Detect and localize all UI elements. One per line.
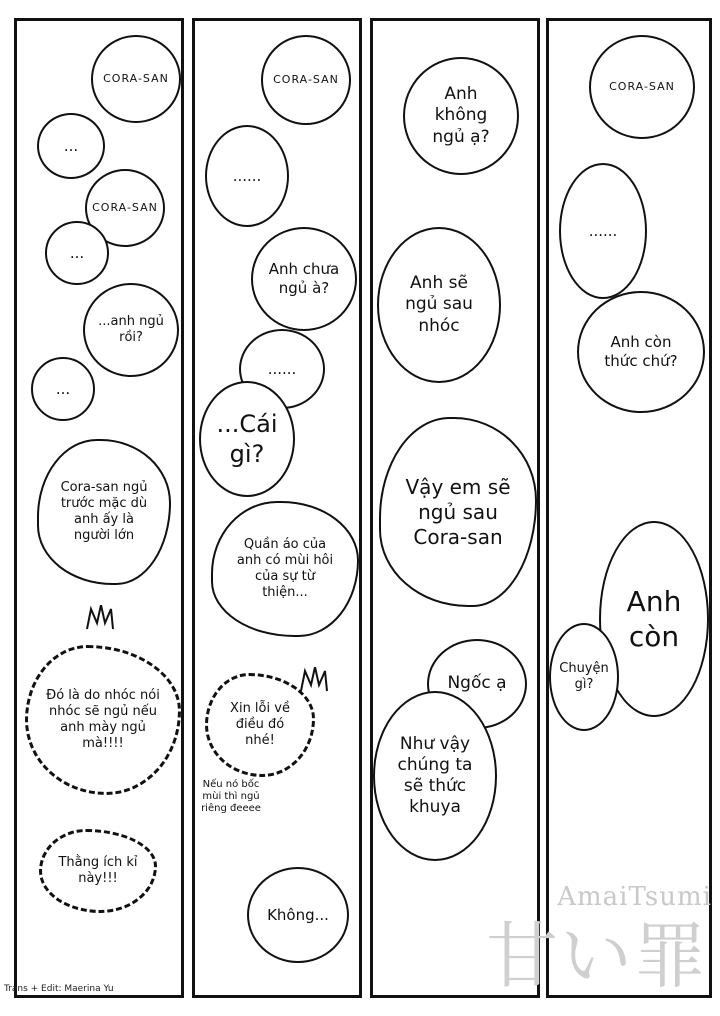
panel-1 — [14, 18, 184, 998]
speech-bubble-ellipsis-6: ...... — [559, 163, 647, 299]
speech-bubble-khong: Không... — [247, 867, 349, 963]
whisper-text-neu-no-boc-mui: Nếu nó bốc mùi thì ngủ riêng đeeee — [201, 779, 261, 814]
speech-bubble-cora-san-1: CORA-SAN — [91, 35, 181, 123]
panel-2 — [192, 18, 362, 998]
speech-bubble-ellipsis-4: ...... — [205, 125, 289, 227]
speech-bubble-ellipsis-3: ... — [31, 357, 95, 421]
panel-4 — [546, 18, 712, 998]
speech-bubble-ellipsis-5: ...... — [239, 329, 325, 409]
speech-bubble-cai-gi: ...Cái gì? — [199, 381, 295, 497]
speech-bubble-chuyen-gi: Chuyện gì? — [549, 623, 619, 731]
speech-bubble-cora-san-3: CORA-SAN — [261, 35, 351, 125]
speech-bubble-ngoc-a: Ngốc ạ — [427, 639, 527, 729]
surprise-burst-icon — [85, 605, 115, 631]
translation-credit: Trans + Edit: Maerina Yu — [4, 984, 114, 994]
panel-3 — [370, 18, 540, 998]
speech-bubble-anh-khong-ngu: Anh không ngủ ạ? — [403, 57, 519, 175]
speech-bubble-anh-con-thuc: Anh còn thức chứ? — [577, 291, 705, 413]
narration-cloud-1: Cora-san ngủ trước mặc dù anh ấy là người lớn — [37, 439, 171, 585]
speech-bubble-cora-san-4: CORA-SAN — [589, 35, 695, 139]
narration-cloud-quan-ao: Quần áo của anh có mùi hôi của sự từ thiện... — [211, 501, 359, 637]
speech-bubble-nhu-vay: Như vậy chúng ta sẽ thức khuya — [373, 691, 497, 861]
shout-bubble-do-la-do-nhoc: Đó là do nhóc nói nhóc sẽ ngủ nếu anh mày ngủ mà!!!! — [25, 645, 181, 795]
shout-bubble-thang-ich-ki: Thằng ích kỉ này!!! — [39, 829, 157, 913]
narration-cloud-vay-em: Vậy em sẽ ngủ sau Cora-san — [379, 417, 537, 607]
speech-bubble-ellipsis-1: ... — [37, 113, 105, 179]
speech-bubble-anh-chua-ngu: Anh chưa ngủ à? — [251, 227, 357, 331]
speech-bubble-anh-ngu-roi: ...anh ngủ rồi? — [83, 283, 179, 377]
speech-bubble-anh-se-ngu-sau: Anh sẽ ngủ sau nhóc — [377, 227, 501, 383]
surprise-burst-icon — [299, 667, 329, 693]
speech-bubble-anh-con: Anh còn — [599, 521, 709, 717]
watermark-japanese: 甘い罪 — [485, 914, 708, 998]
watermark-latin: AmaiTsumi — [557, 882, 712, 912]
speech-bubble-cora-san-2: CORA-SAN — [85, 169, 165, 247]
shout-bubble-xin-loi: Xin lỗi về điều đó nhé! — [205, 673, 315, 777]
speech-bubble-ellipsis-2: ... — [45, 221, 109, 285]
